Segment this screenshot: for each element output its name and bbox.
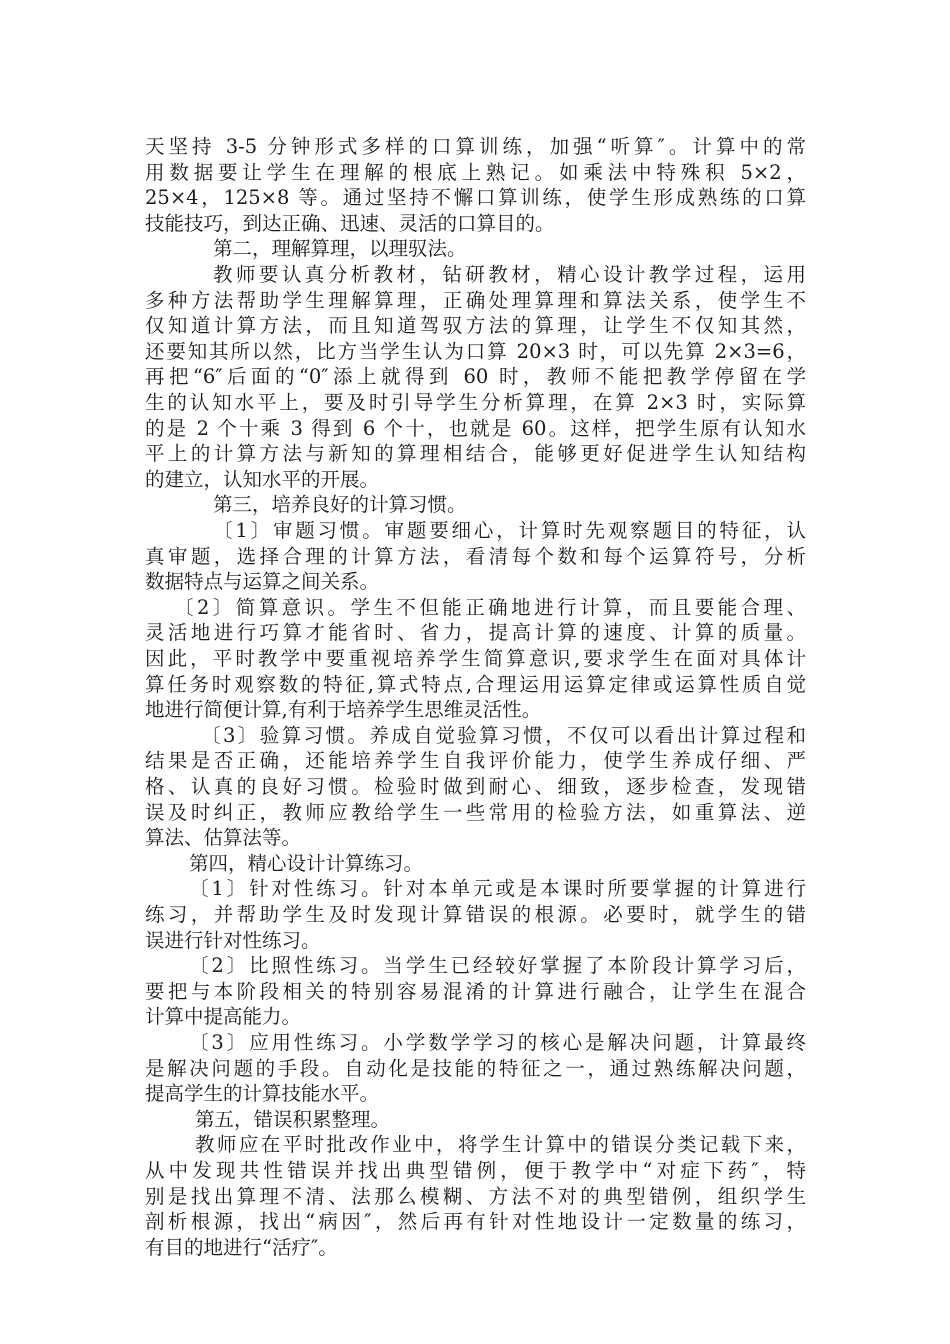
text-line: 灵活地进行巧算才能省时、省力，提高计算的速度、计算的质量。 <box>145 621 806 644</box>
text-line: 仅知道计算方法，而且知道驾驭方法的算理，让学生不仅知其然， <box>145 314 806 337</box>
text-line: 〔3〕应用性练习。小学数学学习的核心是解决问题，计算最终 <box>189 1031 806 1054</box>
text-line: 要把与本阶段相关的特别容易混淆的计算进行融合，让学生在混合 <box>145 980 806 1003</box>
text-line: 〔3〕验算习惯。养成自觉验算习惯，不仅可以看出计算过程和 <box>201 724 806 747</box>
text-line: 用数据要让学生在理解的根底上熟记。如乘法中特殊积 5×2， <box>145 161 806 184</box>
text-line: 的是 2 个十乘 3 得到 6 个十，也就是 60。这样，把学生原有认知水 <box>145 417 806 440</box>
text-line: 25×4，125×8 等。通过坚持不懈口算训练，使学生形成熟练的口算 <box>145 186 806 209</box>
text-line: 真审题，选择合理的计算方法，看清每个数和每个运算符号，分析 <box>145 545 806 568</box>
text-line: 再把“6″后面的“0″添上就得到 60 时，教师不能把教学停留在学 <box>145 365 806 388</box>
text-line: 剖析根源，找出“病因″，然后再有针对性地设计一定数量的练习， <box>145 1210 806 1233</box>
text-line: 算任务时观察数的特征,算式特点,合理运用运算定律或运算性质自觉 <box>145 673 806 696</box>
text-line: 从中发现共性错误并找出典型错例，便于教学中“对症下药″，特 <box>145 1159 806 1182</box>
text-line: 第二，理解算理，以理驭法。 <box>213 237 467 260</box>
text-line: 天坚持 3-5 分钟形式多样的口算训练，加强“听算″。计算中的常 <box>145 135 806 158</box>
text-line: 〔1〕针对性练习。针对本单元或是本课时所要掌握的计算进行 <box>189 877 806 900</box>
text-line: 教师要认真分析教材，钻研教材，精心设计教学过程，运用 <box>213 263 806 286</box>
text-line: 〔1〕审题习惯。审题要细心，计算时先观察题目的特征，认 <box>213 519 806 542</box>
text-line: 的建立，认知水平的开展。 <box>145 468 380 491</box>
text-line: 算法、估算法等。 <box>145 826 302 849</box>
text-line: 有目的地进行“活疗″。 <box>145 1236 338 1259</box>
text-line: 因此，平时教学中要重视培养学生简算意识,要求学生在面对具体计 <box>145 647 806 670</box>
text-line: 生的认知水平上，要及时引导学生分析算理，在算 2×3 时，实际算 <box>145 391 806 414</box>
text-line: 平上的计算方法与新知的算理相结合，能够更好促进学生认知结构 <box>145 442 806 465</box>
text-line: 多种方法帮助学生理解算理，正确处理算理和算法关系，使学生不 <box>145 289 806 312</box>
text-line: 误进行针对性练习。 <box>145 929 321 952</box>
text-line: 第三，培养良好的计算习惯。 <box>213 493 467 516</box>
text-line: 是解决问题的手段。自动化是技能的特征之一，通过熟练解决问题， <box>145 1057 806 1080</box>
text-line: 误及时纠正，教师应教给学生一些常用的检验方法，如重算法、逆 <box>145 801 806 824</box>
text-line: 技能技巧，到达正确、迅速、灵活的口算目的。 <box>145 212 555 235</box>
text-line: 数据特点与运算之间关系。 <box>145 570 380 593</box>
text-line: 提高学生的计算技能水平。 <box>145 1082 380 1105</box>
text-line: 〔2〕简算意识。学生不但能正确地进行计算，而且要能合理、 <box>174 596 806 619</box>
text-line: 还要知其所以然，比方当学生认为口算 20×3 时，可以先算 2×3=6， <box>145 340 806 363</box>
text-line: 别是找出算理不清、法那么模糊、方法不对的典型错例，组织学生 <box>145 1185 806 1208</box>
text-line: 第五，错误积累整理。 <box>195 1108 391 1131</box>
text-line: 练习，并帮助学生及时发现计算错误的根源。必要时，就学生的错 <box>145 903 806 926</box>
text-line: 计算中提高能力。 <box>145 1005 302 1028</box>
text-line: 〔2〕比照性练习。当学生已经较好掌握了本阶段计算学习后， <box>189 954 806 977</box>
text-line: 结果是否正确，还能培养学生自我评价能力，使学生养成仔细、严 <box>145 749 806 772</box>
text-line: 格、认真的良好习惯。检验时做到耐心、细致，逐步检查，发现错 <box>145 775 806 798</box>
text-line: 地进行简便计算,有利于培养学生思维灵活性。 <box>145 698 542 721</box>
text-line: 第四，精心设计计算练习。 <box>189 852 424 875</box>
text-line: 教师应在平时批改作业中，将学生计算中的错误分类记载下来， <box>195 1133 806 1156</box>
